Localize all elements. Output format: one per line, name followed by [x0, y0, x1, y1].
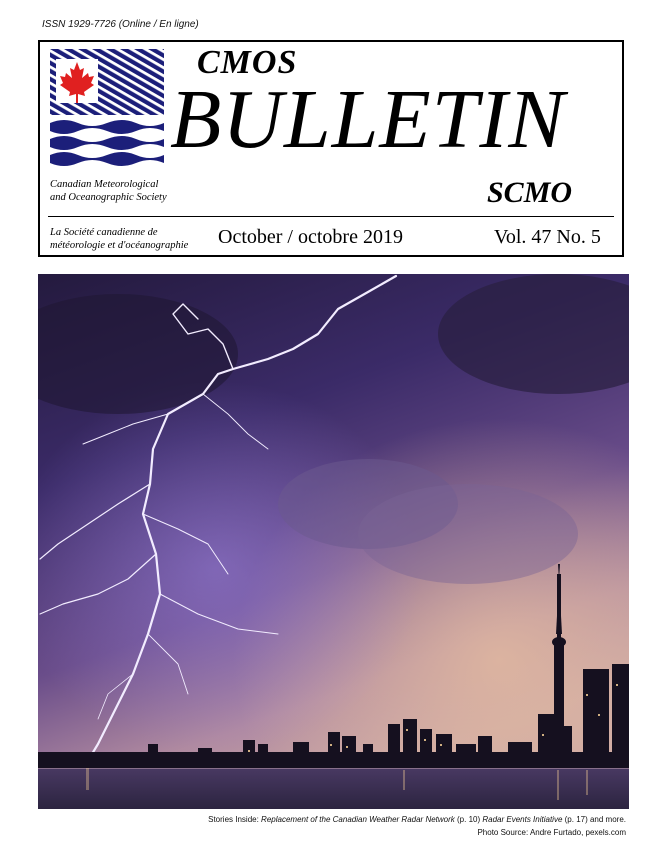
- stories-prefix: Stories Inside:: [208, 815, 262, 824]
- society-fr-line2: météorologie et d'océanographie: [50, 240, 189, 251]
- story-page-1: (p. 10): [454, 815, 483, 824]
- cmos-wordmark: CMOS: [197, 44, 298, 81]
- scmo-wordmark: SCMO: [487, 176, 573, 209]
- photo-source-line: Photo Source: Andre Furtado, pexels.com: [477, 828, 626, 837]
- story-radar-network: Replacement of the Canadian Weather Radar Network: [261, 815, 455, 824]
- society-fr-line1: La Société canadienne de: [50, 227, 158, 238]
- bulletin-title: BULLETIN: [170, 73, 566, 166]
- cover-photo-lightning-skyline: [38, 274, 629, 809]
- issue-date: October / octobre 2019: [218, 226, 403, 248]
- stories-inside-line: [208, 813, 626, 826]
- issue-volume: Vol. 47 No. 5: [494, 226, 601, 248]
- society-name-french: [50, 226, 188, 252]
- masthead-divider: [48, 216, 614, 217]
- society-en-line1: Canadian Meteorological: [50, 179, 159, 190]
- issn-text: ISSN 1929-7726 (Online / En ligne): [42, 19, 199, 30]
- society-name-english: [50, 178, 167, 204]
- cmos-logo-icon: [50, 49, 164, 171]
- society-en-line2: and Oceanographic Society: [50, 192, 167, 203]
- masthead: [38, 40, 624, 257]
- story-radar-events: Radar Events Initiative: [482, 815, 563, 824]
- cover-caption: [208, 813, 626, 839]
- story-page-2: (p. 17) and more.: [562, 815, 626, 824]
